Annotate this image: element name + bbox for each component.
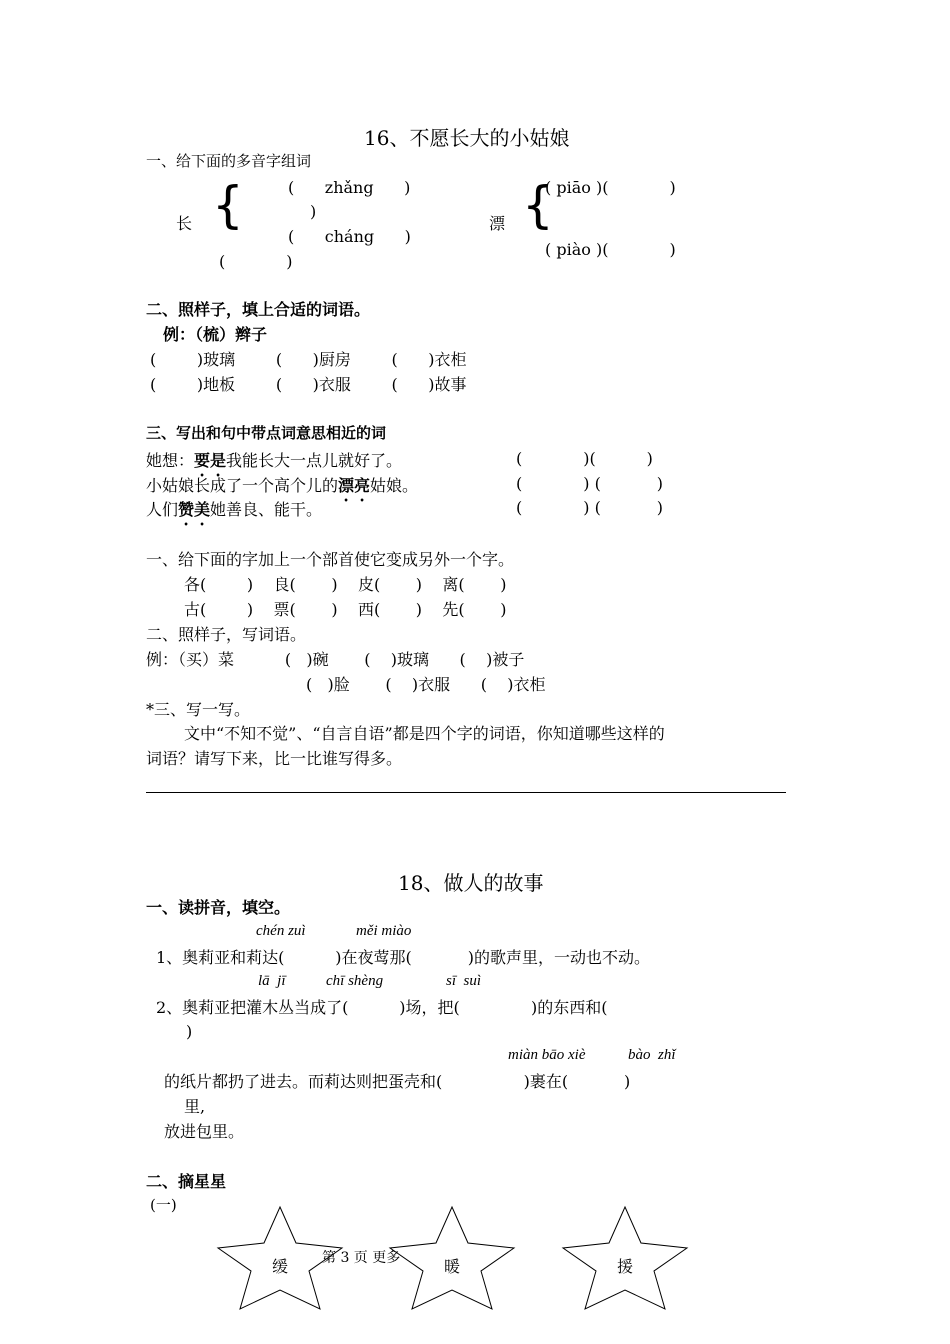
dotted-word: 赞美 xyxy=(178,500,211,519)
dotted-word: 要是 xyxy=(194,451,227,470)
lesson18-title: 18、做人的故事 xyxy=(398,871,544,895)
polyphone-char-zhang: 长 xyxy=(176,214,193,233)
lesson16-q4-row2: 古( ) 票( ) 西( ) 先( ) xyxy=(184,600,507,619)
lesson18-q2-sub: (一) xyxy=(150,1196,177,1214)
lesson16-q3-blank3: ( ) ( ) xyxy=(516,498,664,517)
lesson16-q5-heading: 二、照样子，写词语。 xyxy=(146,625,307,644)
lesson16-q2-row2: ( )地板 ( )衣服 ( )故事 xyxy=(150,375,467,394)
lesson18-q2-heading: 二、摘星星 xyxy=(146,1172,227,1191)
pinyin-si-sui: sī suì xyxy=(446,973,482,989)
lesson16-q3-heading: 三、写出和句中带点词意思相近的词 xyxy=(146,424,387,442)
zhang-close-paren: ) xyxy=(310,202,317,221)
lesson16-q3-blank1: ( )( ) xyxy=(516,449,653,468)
star-character: 援 xyxy=(617,1257,634,1276)
dotted-word: 漂亮 xyxy=(338,476,371,495)
pinyin-chi-sheng: chī shèng xyxy=(326,973,384,989)
left-brace-icon: { xyxy=(212,176,244,234)
lesson16-q6-line1: 文中“不知不觉”、“自言自语”都是四个字的词语，你知道哪些这样的 xyxy=(184,724,665,743)
lesson16-q2-heading: 二、照样子，填上合适的词语。 xyxy=(146,300,371,319)
lesson16-q5-row1: 例：（买）菜 ( )碗 ( )玻璃 ( )被子 xyxy=(146,650,525,669)
lesson16-q2-example: 例：（梳）辫子 xyxy=(163,325,268,344)
lesson18-q1-sentence3-cont: 里, xyxy=(184,1097,206,1116)
lesson18-q1-sentence3-end: 放进包里。 xyxy=(164,1122,245,1141)
lesson18-q1-sentence2-cont: ) xyxy=(186,1022,193,1041)
page-footer: 第 3 页 更多 xyxy=(322,1250,401,1266)
pinyin-bao-zhi: bào zhǐ xyxy=(628,1047,676,1063)
lesson16-q4-heading: 一、给下面的字加上一个部首使它变成另外一个字。 xyxy=(146,550,515,569)
lesson16-q6-heading: *三、写一写。 xyxy=(146,700,251,719)
pinyin-la-ji: lā jī xyxy=(258,973,286,989)
piao-pinyin-2: ( piào )( ) xyxy=(545,240,676,259)
lesson16-q3-sentence2: 小姑娘长成了一个高个儿的漂亮姑娘。 xyxy=(146,476,419,495)
lesson16-q5-row2: ( )脸 ( )衣服 ( )衣柜 xyxy=(306,675,546,694)
zhang-pinyin-1: ( zhǎng ) xyxy=(288,178,411,197)
polyphone-char-piao: 漂 xyxy=(489,214,506,233)
left-brace-icon: { xyxy=(522,176,554,234)
star-character: 暖 xyxy=(444,1257,461,1276)
lesson16-q3-sentence1: 她想：要是我能长大一点儿就好了。 xyxy=(146,451,403,470)
pinyin-mian-bao-xie: miàn bāo xiè xyxy=(508,1047,586,1063)
piao-pinyin-1: ( piāo )( ) xyxy=(545,178,676,197)
lesson18-q1-sentence3: 的纸片都扔了进去。而莉达则把蛋壳和( )裹在( ) xyxy=(164,1072,631,1091)
lesson16-q6-line2: 词语？请写下来，比一比谁写得多。 xyxy=(146,749,403,768)
lesson16-q3-blank2: ( ) ( ) xyxy=(516,474,664,493)
lesson18-q1-sentence1: 1、奥莉亚和莉达( )在夜莺那( )的歌声里，一动也不动。 xyxy=(156,948,650,967)
pinyin-mei-miao: měi miào xyxy=(356,923,412,939)
lesson18-q1-sentence2: 2、奥莉亚把灌木丛当成了( )场，把( )的东西和( xyxy=(156,998,608,1017)
lesson16-title: 16、不愿长大的小姑娘 xyxy=(364,126,570,150)
zhang-blank: ( ) xyxy=(219,252,293,271)
lesson16-q2-row1: ( )玻璃 ( )厨房 ( )衣柜 xyxy=(150,350,467,369)
pinyin-chen-zui: chén zuì xyxy=(256,923,306,939)
lesson16-q1-heading: 一、给下面的多音字组词 xyxy=(146,152,312,170)
star-character: 缓 xyxy=(272,1257,289,1276)
lesson16-q4-row1: 各( ) 良( ) 皮( ) 离( ) xyxy=(184,575,507,594)
lesson16-q3-sentence3: 人们赞美她善良、能干。 xyxy=(146,500,323,519)
lesson18-q1-heading: 一、读拼音，填空。 xyxy=(146,898,291,917)
zhang-pinyin-2: ( cháng ) xyxy=(288,227,411,246)
